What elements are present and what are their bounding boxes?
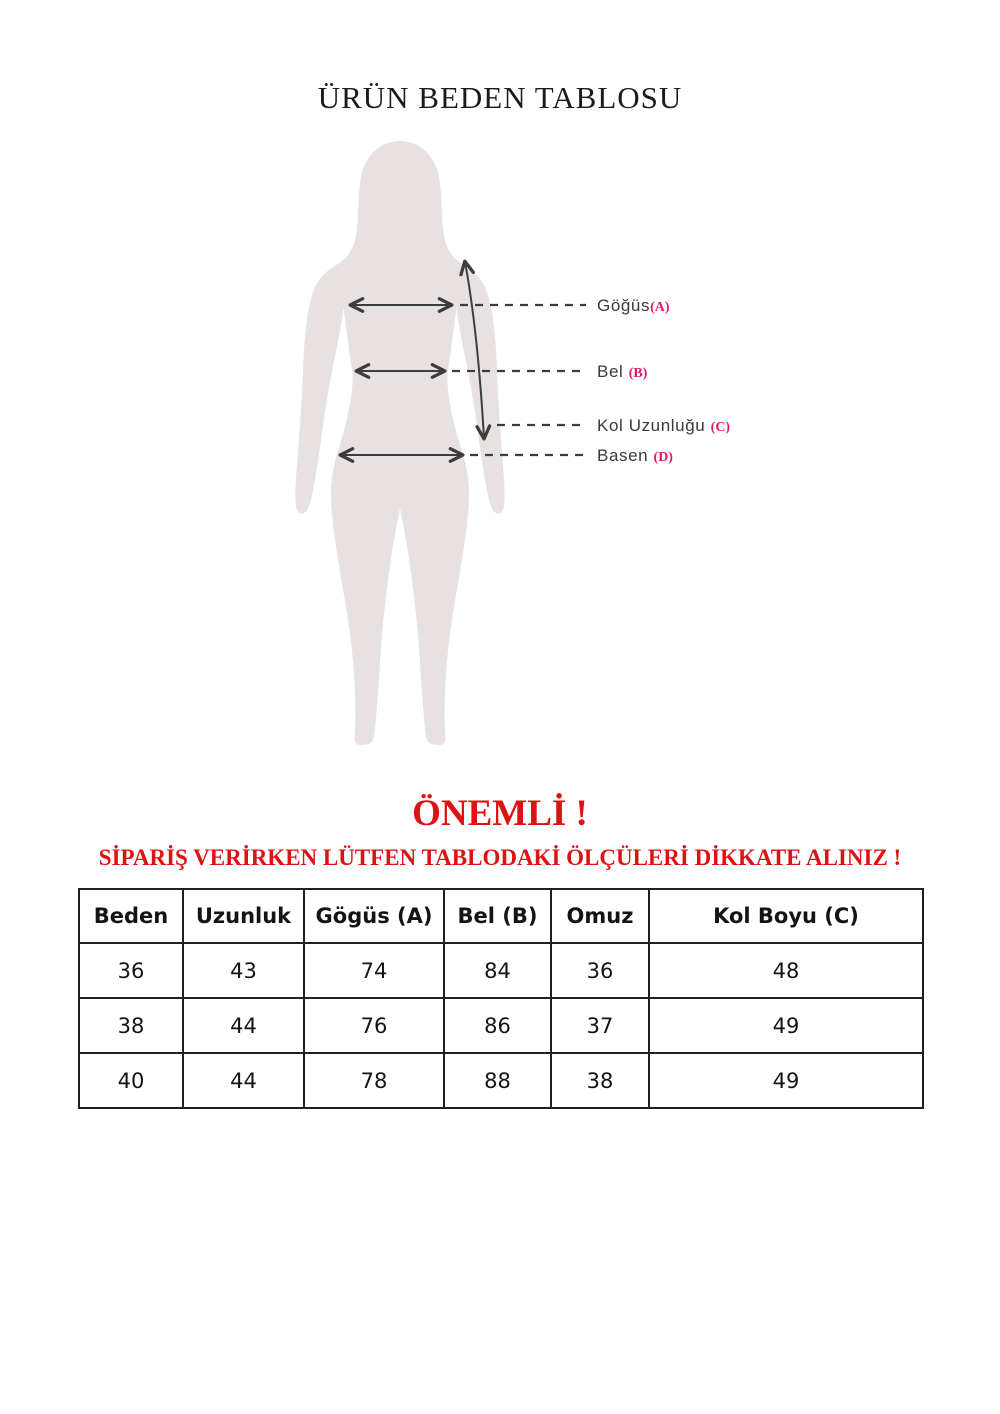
table-row [79, 1053, 923, 1108]
measurement-label-chest-text: Göğüs [597, 296, 651, 315]
table-cell: 44 [183, 1053, 304, 1108]
measurement-code-c: (C) [710, 420, 731, 435]
header-cell-bel: Bel (B) [444, 889, 551, 943]
table-cell: 74 [304, 943, 444, 998]
table-cell: 76 [304, 998, 444, 1053]
table-cell: 36 [551, 943, 649, 998]
important-subheading: SİPARİŞ VERİRKEN LÜTFEN TABLODAKİ ÖLÇÜLERİ DİKKATE ALINIZ ! [98, 845, 902, 870]
measurement-code-d: (D) [653, 450, 673, 465]
table-cell: 48 [649, 943, 923, 998]
header-cell-kol-boyu: Kol Boyu (C) [649, 889, 923, 943]
table-row [79, 943, 923, 998]
header-cell-beden: Beden [79, 889, 183, 943]
header-cell-gogus: Gögüs (A) [304, 889, 444, 943]
header-cell-uzunluk: Uzunluk [183, 889, 304, 943]
page-title: ÜRÜN BEDEN TABLOSU [317, 80, 683, 115]
table-cell: 38 [551, 1053, 649, 1108]
measurement-label-hip [597, 445, 673, 467]
measurement-label-waist [597, 361, 647, 383]
measurement-code-b: (B) [628, 366, 648, 381]
table-cell: 44 [183, 998, 304, 1053]
measurement-label-hip-text: Basen [597, 446, 654, 465]
table-cell: 49 [649, 1053, 923, 1108]
measurement-label-arm-length [597, 415, 730, 437]
table-cell: 78 [304, 1053, 444, 1108]
measurement-label-waist-text: Bel [597, 362, 629, 381]
table-cell: 88 [444, 1053, 551, 1108]
table-cell: 36 [79, 943, 183, 998]
header-cell-omuz: Omuz [551, 889, 649, 943]
measurement-label-arm-length-text: Kol Uzunluğu [597, 416, 711, 435]
table-cell: 86 [444, 998, 551, 1053]
important-heading: ÖNEMLİ ! [412, 793, 588, 834]
female-silhouette-icon [295, 141, 504, 745]
table-cell: 37 [551, 998, 649, 1053]
table-cell: 84 [444, 943, 551, 998]
table-row [79, 998, 923, 1053]
table-cell: 38 [79, 998, 183, 1053]
measurement-label-chest [597, 295, 670, 317]
size-table-header-row [79, 889, 923, 943]
measurement-code-a: (A) [650, 300, 670, 315]
table-cell: 40 [79, 1053, 183, 1108]
table-cell: 49 [649, 998, 923, 1053]
table-cell: 43 [183, 943, 304, 998]
size-table [78, 888, 924, 1109]
